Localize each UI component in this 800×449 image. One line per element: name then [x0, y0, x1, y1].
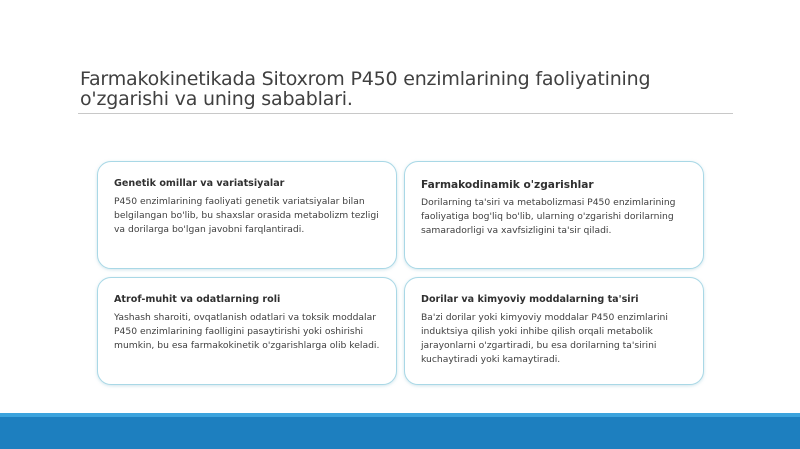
- card-body: Dorilarning ta'siri va metabolizmasi P450 enzimlarining faoliyatiga bog'liq bo'lib, ularning o'zgarishi dorilarning samaradorligi va xavfsizligini ta'sir qiladi.: [421, 197, 676, 236]
- card-genetic-factors: [97, 161, 397, 269]
- card-heading: Farmakodinamik o'zgarishlar: [421, 179, 594, 191]
- footer-accent-line: [0, 413, 800, 417]
- card-drugs-chemicals: [404, 277, 704, 385]
- title-divider: [78, 113, 733, 114]
- card-body: Yashash sharoiti, ovqatlanish odatlari va toksik moddalar P450 enzimlarining faolligini pasaytirishi yoki oshirishi mumkin, bu esa farmakokinetik o'zgarishlarga olib keladi.: [114, 312, 380, 351]
- card-heading: Atrof-muhit va odatlarning roli: [114, 294, 281, 305]
- card-heading: Dorilar va kimyoviy moddalarning ta'siri: [421, 294, 639, 305]
- card-heading: Genetik omillar va variatsiyalar: [114, 178, 285, 189]
- card-pharmacodynamic-changes: [404, 161, 704, 269]
- footer-bar: [0, 413, 800, 449]
- slide-title: Farmakokinetikada Sitoxrom P450 enzimlarining faoliyatining o'zgarishi va uning sabablari.: [80, 68, 651, 110]
- card-environment-habits: [97, 277, 397, 385]
- card-body: Ba'zi dorilar yoki kimyoviy moddalar P450 enzimlarini induktsiya qilish yoki inhibe qilish orqali metabolik jarayonlarni o'zgartiradi, bu esa dorilarning ta'sirini kuchaytiradi yoki kamaytiradi.: [421, 312, 668, 365]
- card-body: P450 enzimlarining faoliyati genetik variatsiyalar bilan belgilangan bo'lib, bu shaxslar orasida metabolizm tezligi va dorilarga bo'lgan javobni farqlantiradi.: [114, 196, 379, 235]
